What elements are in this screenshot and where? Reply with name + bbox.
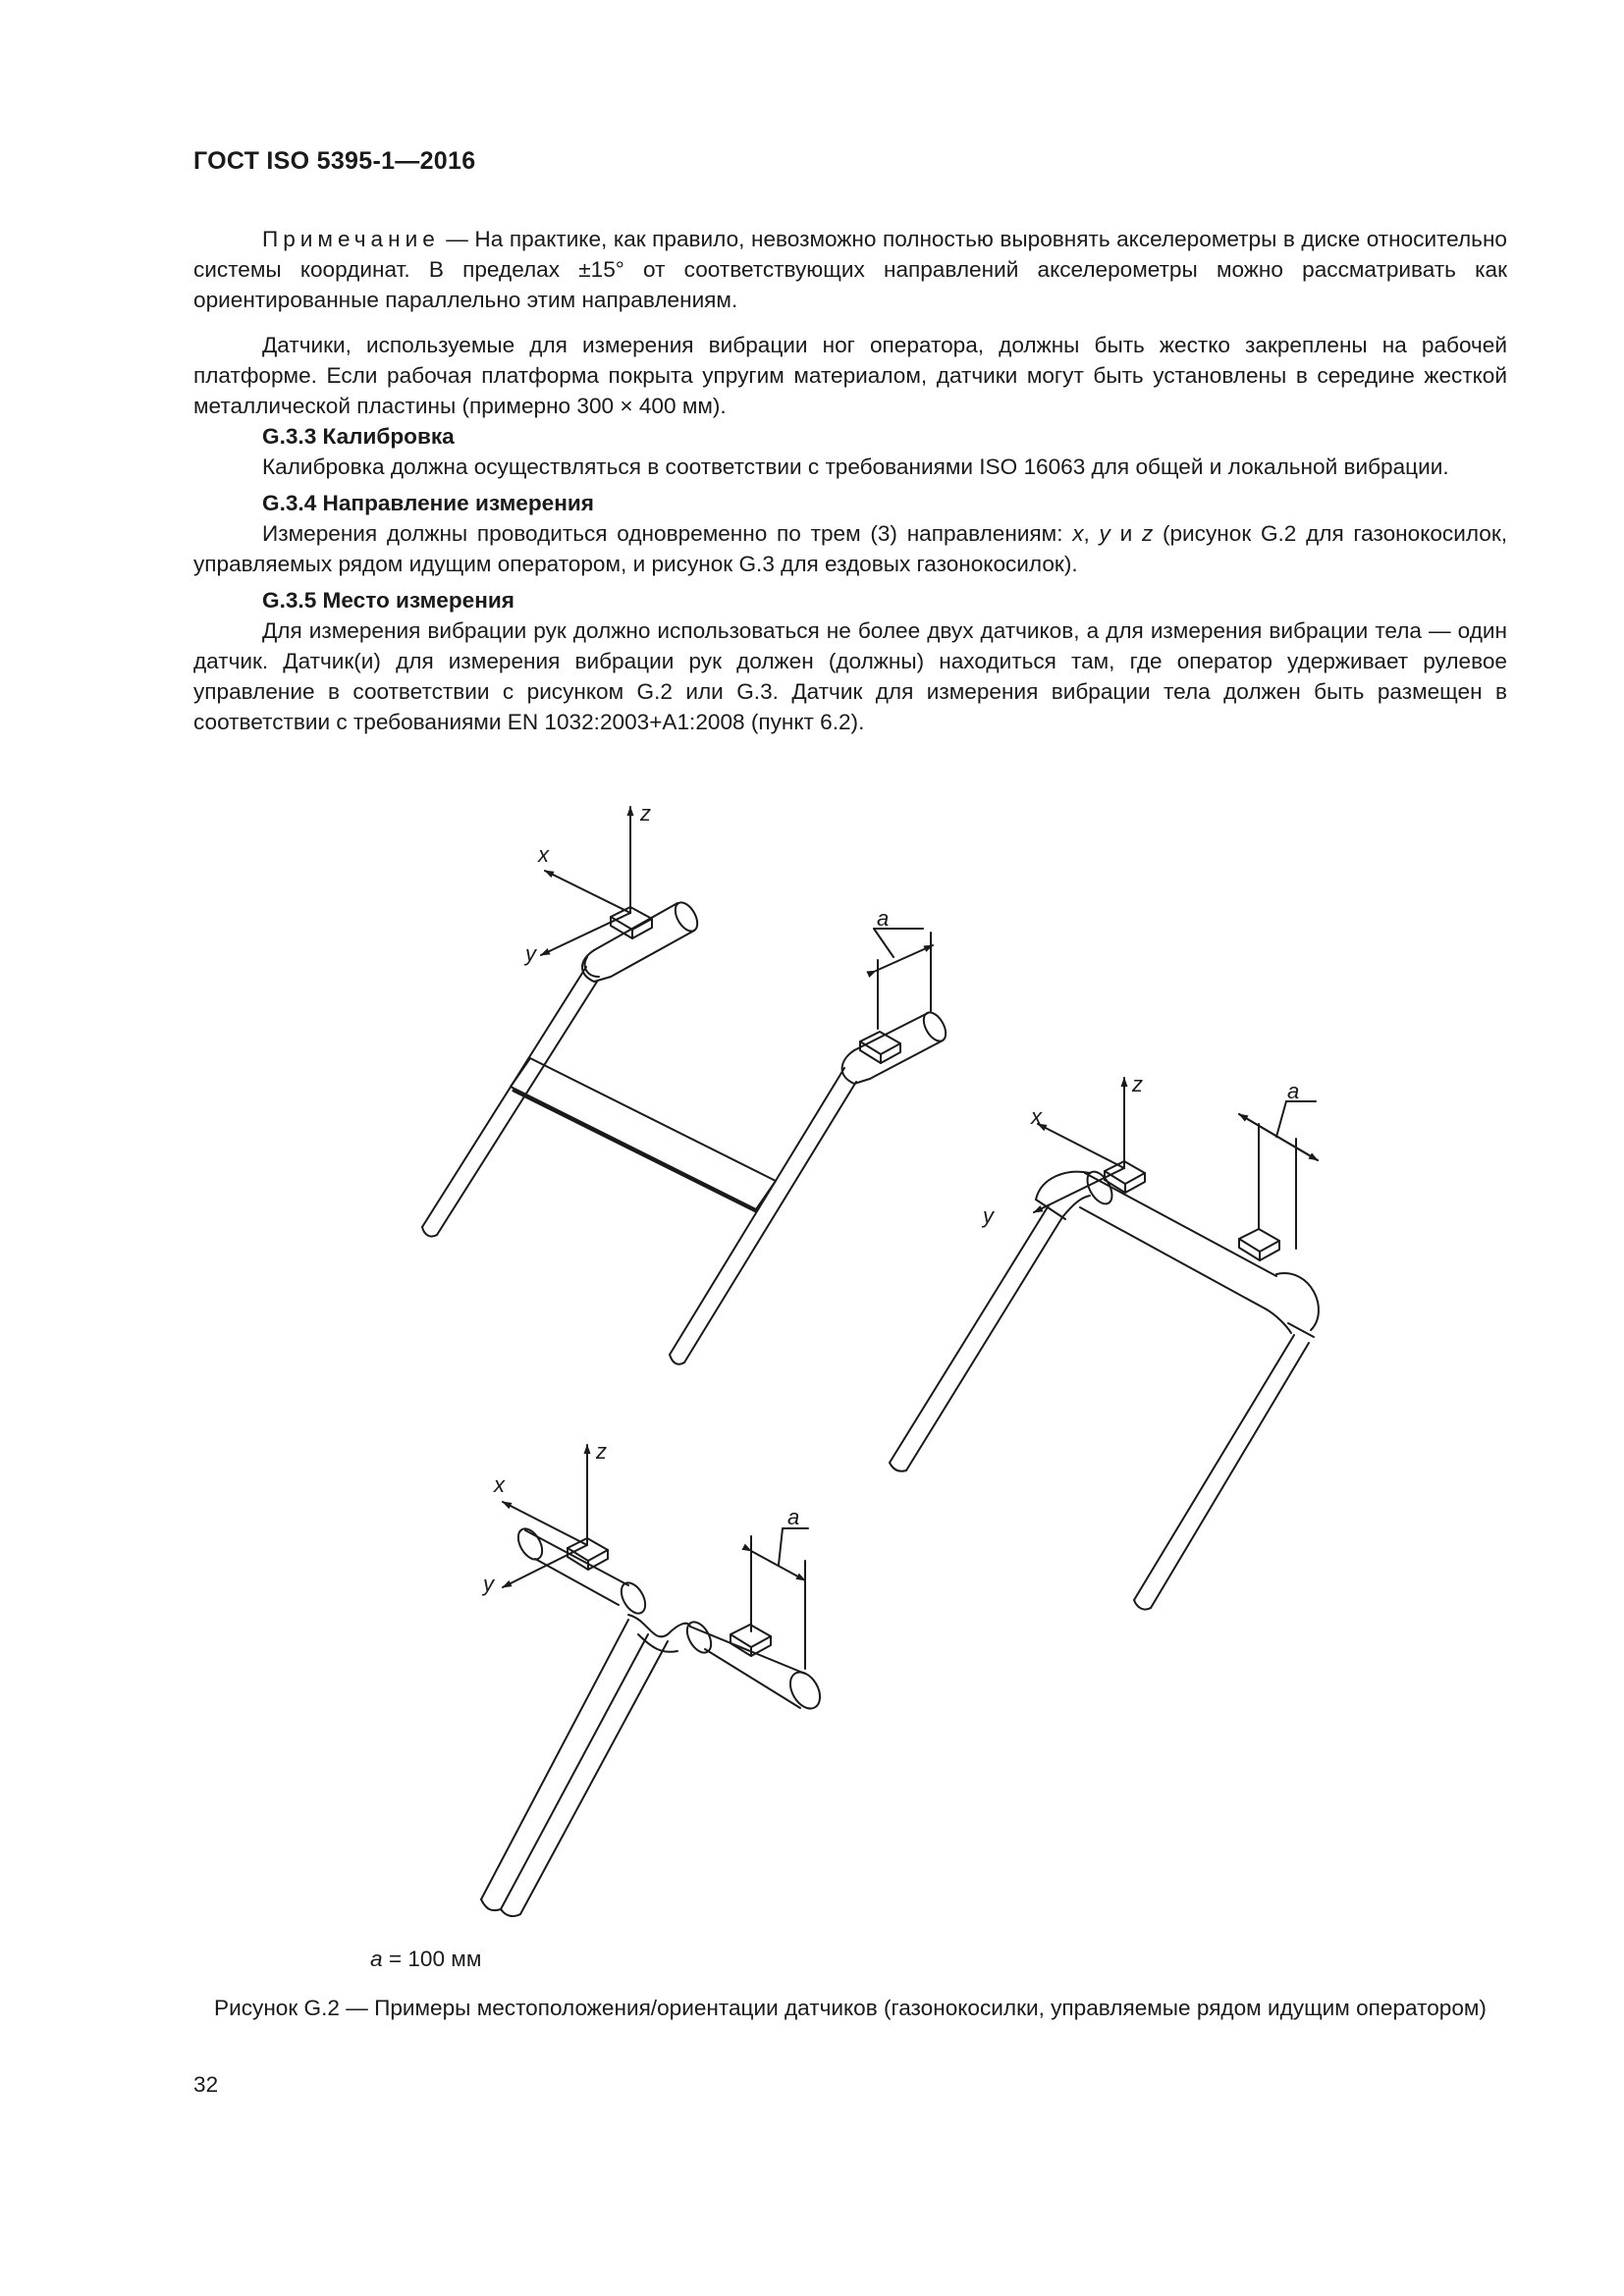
- handle-drawing-1: [422, 807, 950, 1364]
- label-a-1: a: [877, 906, 890, 931]
- direction-sep1: ,: [1083, 521, 1100, 546]
- handle-drawing-2: [890, 1078, 1319, 1610]
- direction-x: x: [1072, 521, 1084, 546]
- label-z-3: z: [596, 1439, 607, 1464]
- paragraph-calibration: Калибровка должна осуществляться в соответствии с требованиями ISO 16063 для общей и локальной вибрации.: [262, 454, 1449, 479]
- label-a-2: a: [1287, 1079, 1300, 1103]
- label-z-1: z: [640, 801, 651, 826]
- heading-location: G.3.5 Место измерения: [262, 588, 514, 613]
- legend-symbol: a: [370, 1947, 383, 1971]
- label-y-2: y: [983, 1203, 994, 1228]
- direction-text-b: (рисунок G.2 для газонокосилок, управляемых рядом идущим оператором, и рисунок G.3 для ездовых газонокосилок).: [193, 521, 1507, 576]
- page-number: 32: [193, 2072, 219, 2097]
- heading-direction: G.3.4 Направление измерения: [262, 491, 594, 515]
- handle-drawing-3: [481, 1445, 826, 1916]
- heading-calibration: G.3.3 Калибровка: [262, 424, 455, 449]
- direction-z: z: [1141, 521, 1154, 546]
- label-x-1: x: [538, 842, 549, 867]
- label-x-3: x: [494, 1472, 505, 1497]
- label-y-3: y: [483, 1572, 494, 1596]
- label-a-3: a: [787, 1505, 800, 1529]
- figure-caption: Рисунок G.2 — Примеры местоположения/ориентации датчиков (газонокосилки, управляемые рядом идущим оператором): [214, 1996, 1487, 2020]
- paragraph-sensors-feet: Датчики, используемые для измерения вибрации ног оператора, должны быть жестко закреплены на рабочей платформе. Если рабочая платформа покрыта упругим материалом, датчики могут быть установлены в середине жесткой металлической пластины (примерно 300 × 400 мм).: [193, 333, 1507, 418]
- direction-text-a: Измерения должны проводиться одновременно по трем (3) направлениям:: [262, 521, 1073, 546]
- label-x-2: x: [1031, 1104, 1042, 1129]
- direction-sep2: и: [1110, 521, 1142, 546]
- direction-y: y: [1099, 521, 1110, 546]
- document-header: ГОСТ ISO 5395-1—2016: [193, 147, 476, 175]
- label-z-2: z: [1132, 1072, 1143, 1096]
- legend-value: = 100 мм: [382, 1947, 482, 1971]
- note-text: — На практике, как правило, невозможно полностью выровнять акселерометры в диске относительно системы координат. В пределах ±15° от соответствующих направлений акселерометры можно рассматривать как ориентированные параллельно этим направлениям.: [193, 227, 1507, 312]
- dimension-legend: [370, 1947, 481, 1972]
- label-y-1: y: [525, 941, 536, 966]
- note-label: Примечание: [262, 227, 440, 251]
- paragraph-location: Для измерения вибрации рук должно использоваться не более двух датчиков, а для измерения вибрации тела — один датчик. Датчик(и) для измерения вибрации рук должен (должны) находиться там, где оператор удерживает рулевое управление в соответствии с рисунком G.2 или G.3. Датчик для измерения вибрации тела должен быть размещен в соответствии с требованиями EN 1032:2003+A1:2008 (пункт 6.2).: [193, 618, 1507, 734]
